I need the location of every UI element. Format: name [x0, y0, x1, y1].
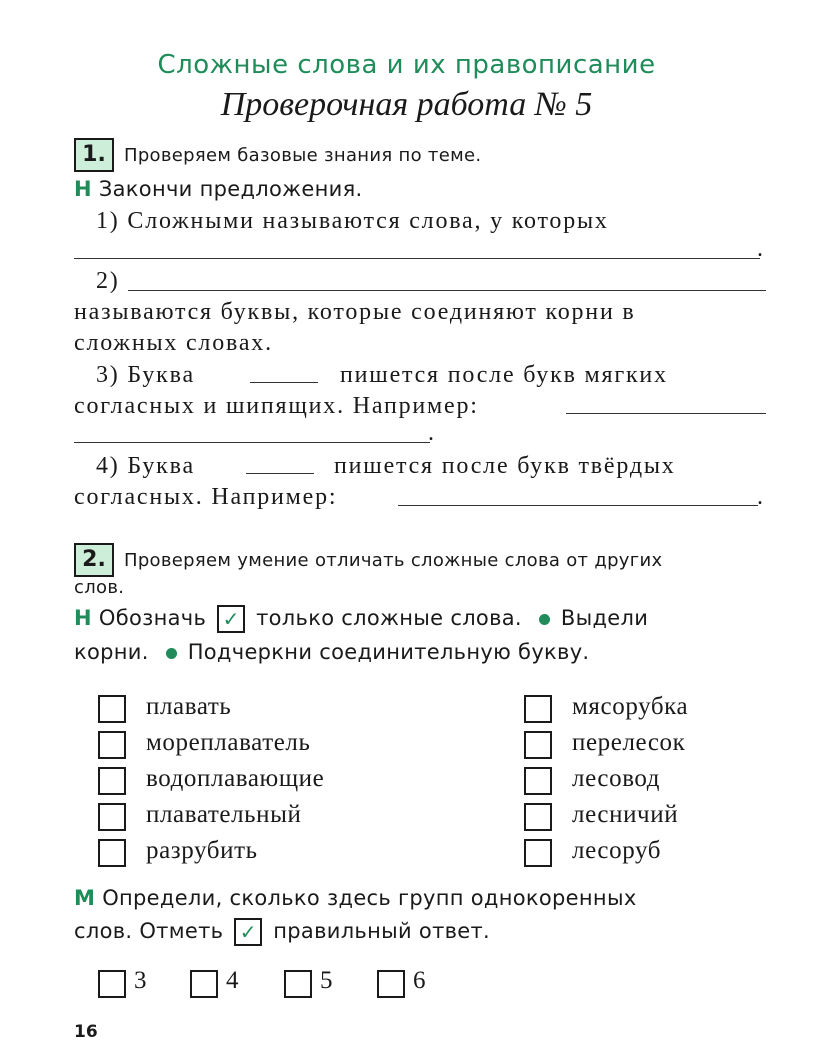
word-item: лесоруб	[572, 837, 662, 864]
page-number: 16	[74, 1022, 98, 1042]
task-2-description-line-2: слов.	[74, 577, 125, 598]
check-mark-icon: ✓	[217, 605, 245, 633]
level-badge-n: Н	[74, 177, 92, 201]
task-1-description: Проверяем базовые знания по теме.	[124, 145, 482, 166]
period-3: .	[428, 420, 436, 446]
word-item: плавательный	[146, 801, 302, 828]
answer-option-checkbox[interactable]	[98, 970, 126, 998]
word-item: мясорубка	[572, 693, 689, 720]
word-item: водоплавающие	[146, 765, 325, 792]
word-item: лесовод	[572, 765, 661, 792]
answer-option-checkbox[interactable]	[284, 970, 312, 998]
level-badge-n-2: Н	[74, 606, 92, 630]
instr-text-5: Подчеркни соединительную букву.	[187, 640, 590, 664]
word-checkbox[interactable]	[524, 695, 552, 723]
task-2-description-line-1: Проверяем умение отличать сложные слова от других	[124, 550, 663, 571]
answer-line-2[interactable]	[128, 290, 766, 291]
item-3-word: 3) Буква	[96, 362, 195, 388]
check-mark-icon: ✓	[234, 918, 262, 946]
m-text-2: слов. Отметь	[74, 919, 224, 943]
answer-option-label: 5	[320, 967, 333, 994]
item-2-line-2: сложных словах.	[74, 330, 273, 356]
task-1-instruction-text: Закончи предложения.	[98, 177, 363, 201]
answer-option-label: 6	[413, 967, 426, 994]
word-checkbox[interactable]	[524, 767, 552, 795]
task-2-instruction-line-1	[74, 605, 648, 633]
period-1: .	[757, 236, 765, 262]
topic-title: Сложные слова и их правописание	[157, 50, 656, 80]
instr-text-3: Выдели	[560, 606, 649, 630]
word-item: лесничий	[572, 801, 679, 828]
word-checkbox[interactable]	[98, 731, 126, 759]
answer-line-3-example-2[interactable]	[74, 442, 430, 443]
level-badge-m: М	[74, 886, 96, 910]
answer-line-1[interactable]	[74, 258, 760, 259]
answer-line-3-example[interactable]	[566, 413, 766, 414]
green-dot-icon	[539, 614, 550, 625]
m-text-3: правильный ответ.	[273, 919, 491, 943]
answer-line-4-letter[interactable]	[246, 473, 314, 474]
word-checkbox[interactable]	[98, 839, 126, 867]
word-checkbox[interactable]	[524, 803, 552, 831]
word-checkbox[interactable]	[524, 731, 552, 759]
instr-text-2: только сложные слова.	[256, 606, 522, 630]
answer-option-label: 3	[134, 967, 147, 994]
answer-option-checkbox[interactable]	[190, 970, 218, 998]
item-3-line-2: согласных и шипящих. Например:	[74, 393, 479, 419]
answer-line-3-letter[interactable]	[250, 382, 318, 383]
word-checkbox[interactable]	[524, 839, 552, 867]
task-1-instruction	[74, 177, 363, 201]
word-item: мореплаватель	[146, 729, 311, 756]
word-checkbox[interactable]	[98, 803, 126, 831]
task-1-number: 1.	[74, 138, 114, 172]
item-4-word: 4) Буква	[96, 453, 195, 479]
word-item: перелесок	[572, 729, 686, 756]
answer-option-checkbox[interactable]	[377, 970, 405, 998]
task-2-number: 2.	[74, 543, 114, 577]
item-1-text: 1) Сложными называются слова, у которых	[96, 208, 609, 234]
instr-text-1: Обозначь	[98, 606, 207, 630]
item-3-rest: пишется после букв мягких	[340, 362, 668, 388]
work-title: Проверочная работа № 5	[220, 86, 593, 123]
instr-text-4: корни.	[74, 640, 149, 664]
task-2-instruction-line-2	[74, 640, 589, 664]
task-m-line-1	[74, 886, 637, 910]
item-4-rest: пишется после букв твёрдых	[334, 453, 676, 479]
item-4-line-2: согласных. Например:	[74, 484, 338, 510]
word-item: плавать	[146, 693, 232, 720]
word-item: разрубить	[146, 837, 258, 864]
word-checkbox[interactable]	[98, 767, 126, 795]
item-2-line-1: называются буквы, которые соединяют корни в	[74, 299, 636, 325]
word-checkbox[interactable]	[98, 695, 126, 723]
answer-line-4-example[interactable]	[398, 505, 758, 506]
task-m-line-2	[74, 918, 490, 946]
item-2-number: 2)	[96, 268, 120, 294]
answer-option-label: 4	[226, 967, 239, 994]
m-text-1: Определи, сколько здесь групп однокоренных	[102, 886, 637, 910]
green-dot-icon	[166, 648, 177, 659]
period-4: .	[757, 484, 765, 510]
